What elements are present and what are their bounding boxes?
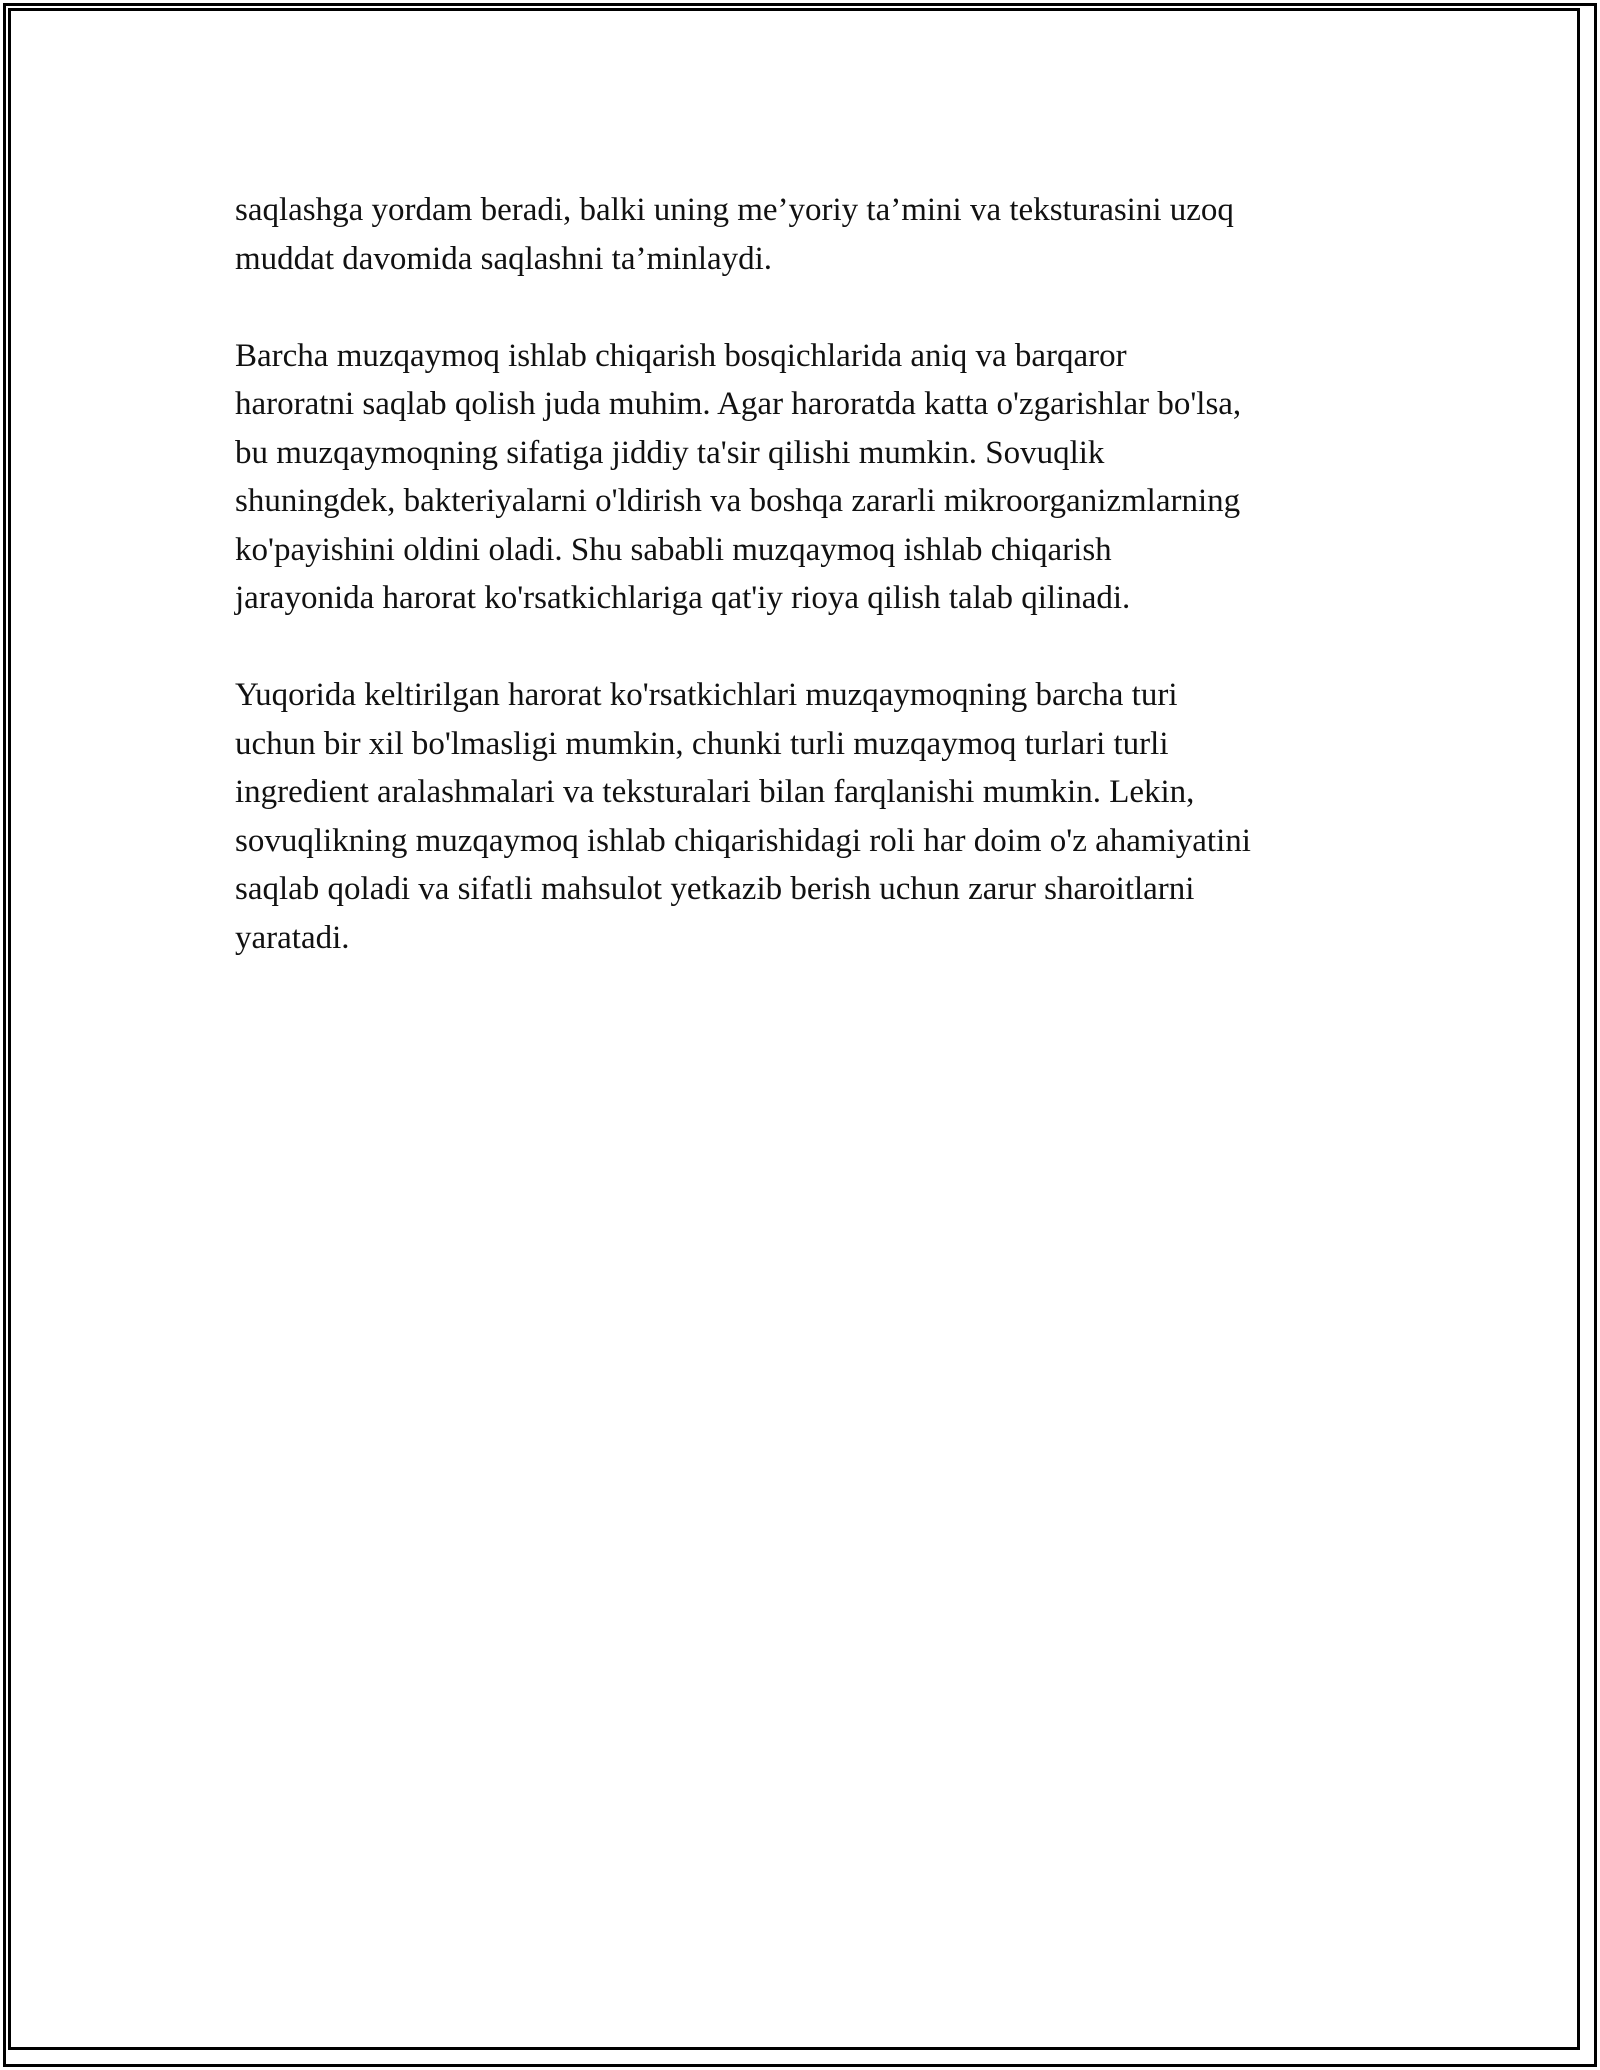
document-body — [235, 186, 1370, 1011]
text-line: haroratni saqlab qolish juda muhim. Agar haroratda katta o'zgarishlar bo'lsa, — [235, 386, 1242, 422]
text-line: yaratadi. — [235, 919, 350, 956]
text-line: uchun bir xil bo'lmasligi mumkin, chunki turli muzqaymoq turlari turli — [235, 725, 1169, 762]
paragraph-1 — [235, 186, 1370, 283]
text-line: ko'payishini oldini oladi. Shu sababli muzqaymoq ishlab chiqarish — [235, 531, 1112, 568]
text-line: shuningdek, bakteriyalarni o'ldirish va boshqa zararli mikroorganizmlarning — [235, 483, 1241, 519]
text-line: jarayonida harorat ko'rsatkichlariga qat'iy rioya qilish talab qilinadi. — [235, 580, 1131, 616]
text-line: Barcha muzqaymoq ishlab chiqarish bosqichlarida aniq va barqaror — [235, 337, 1127, 374]
text-line: muddat davomida saqlashni ta’minlaydi. — [235, 240, 773, 277]
paragraph-2 — [235, 332, 1370, 623]
text-line: sovuqlikning muzqaymoq ishlab chiqarishidagi roli har doim o'z ahamiyatini — [235, 822, 1251, 859]
text-line: Yuqorida keltirilgan harorat ko'rsatkichlari muzqaymoqning barcha turi — [235, 677, 1178, 713]
text-line: saqlab qoladi va sifatli mahsulot yetkazib berish uchun zarur sharoitlarni — [235, 871, 1195, 907]
text-line: ingredient aralashmalari va teksturalari bilan farqlanishi mumkin. Lekin, — [235, 774, 1195, 810]
text-line: saqlashga yordam beradi, balki uning me’yoriy ta’mini va teksturasini uzoq — [235, 192, 1234, 228]
text-line: bu muzqaymoqning sifatiga jiddiy ta'sir qilishi mumkin. Sovuqlik — [235, 434, 1105, 471]
paragraph-3 — [235, 671, 1370, 962]
